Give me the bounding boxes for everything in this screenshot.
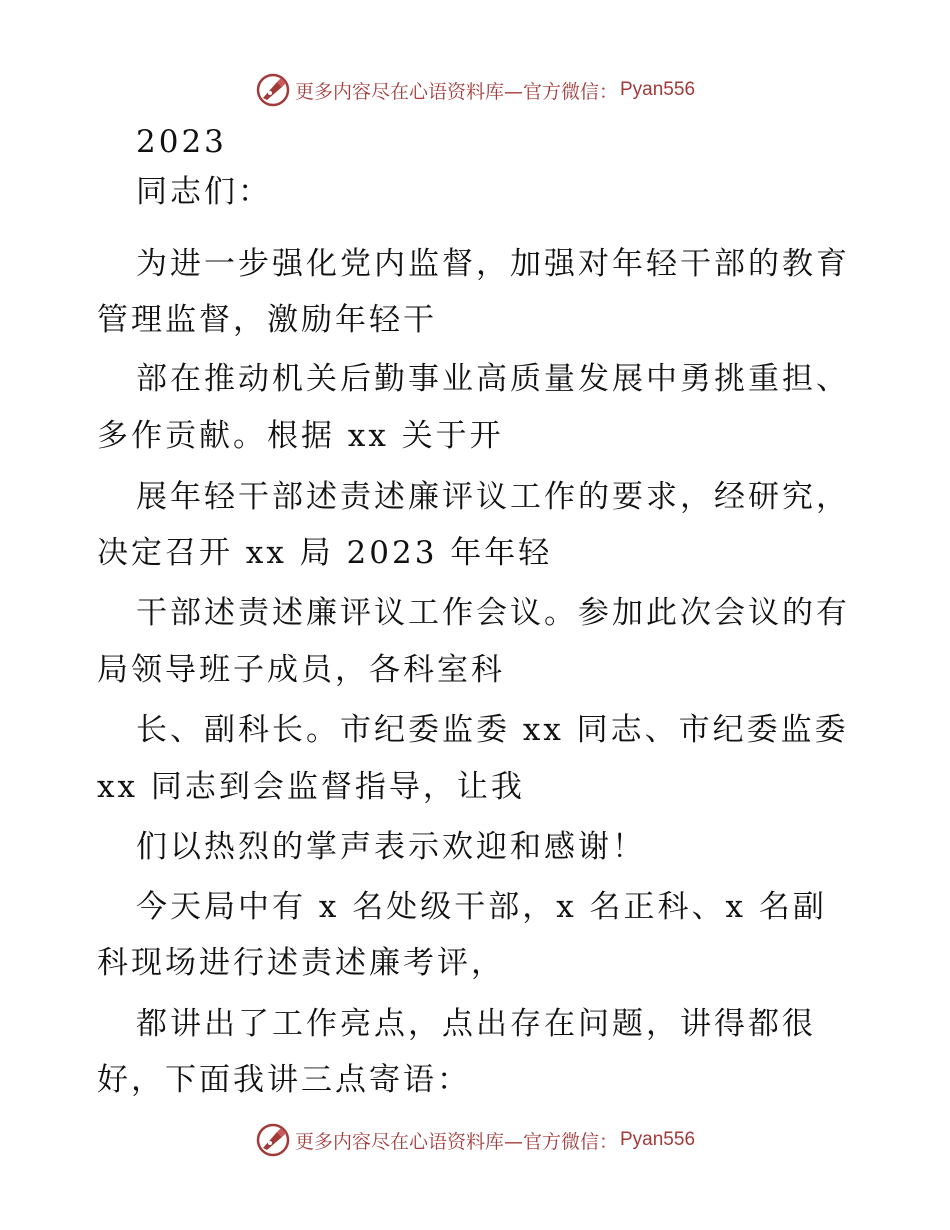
text-line: 管理监督，激励年轻干: [97, 302, 437, 338]
text-line: 为进一步强化党内监督，加强对年轻干部的教育: [136, 246, 850, 282]
text-line: 好，下面我讲三点寄语：: [97, 1062, 471, 1098]
text-line: xx 同志到会监督指导，让我: [97, 769, 525, 805]
text-line: 多作贡献。根据 xx 关于开: [97, 418, 504, 454]
watermark-text: 更多内容尽在心语资料库—官方微信：: [294, 80, 618, 103]
text-line: 局领导班子成员，各科室科: [97, 652, 505, 688]
header-watermark-banner: [0, 70, 950, 110]
text-line: 都讲出了工作亮点，点出存在问题，讲得都很: [136, 1006, 816, 1042]
text-line: 2023: [136, 124, 227, 160]
text-line: 决定召开 xx 局 2023 年年轻: [97, 535, 553, 571]
text-line: 部在推动机关后勤事业高质量发展中勇挑重担、: [136, 361, 850, 397]
text-line: 干部述责述廉评议工作会议。参加此次会议的有: [136, 595, 850, 631]
text-line: 展年轻干部述责述廉评议工作的要求，经研究，: [136, 479, 850, 515]
text-line: 科现场进行述责述廉考评，: [97, 945, 505, 981]
text-line: 长、副科长。市纪委监委 xx 同志、市纪委监委: [136, 712, 849, 748]
pen-nib-circle-icon: [255, 1122, 291, 1158]
footer-watermark-banner: [0, 1120, 950, 1160]
wechat-id: Pyan556: [620, 1129, 696, 1150]
pen-nib-circle-icon: [255, 72, 291, 108]
text-line: 们以热烈的掌声表示欢迎和感谢！: [136, 829, 646, 865]
watermark-text: 更多内容尽在心语资料库—官方微信：: [294, 1130, 618, 1153]
text-line: 同志们：: [136, 174, 272, 210]
wechat-id: Pyan556: [620, 79, 696, 100]
text-line: 今天局中有 x 名处级干部，x 名正科、x 名副: [136, 889, 827, 925]
